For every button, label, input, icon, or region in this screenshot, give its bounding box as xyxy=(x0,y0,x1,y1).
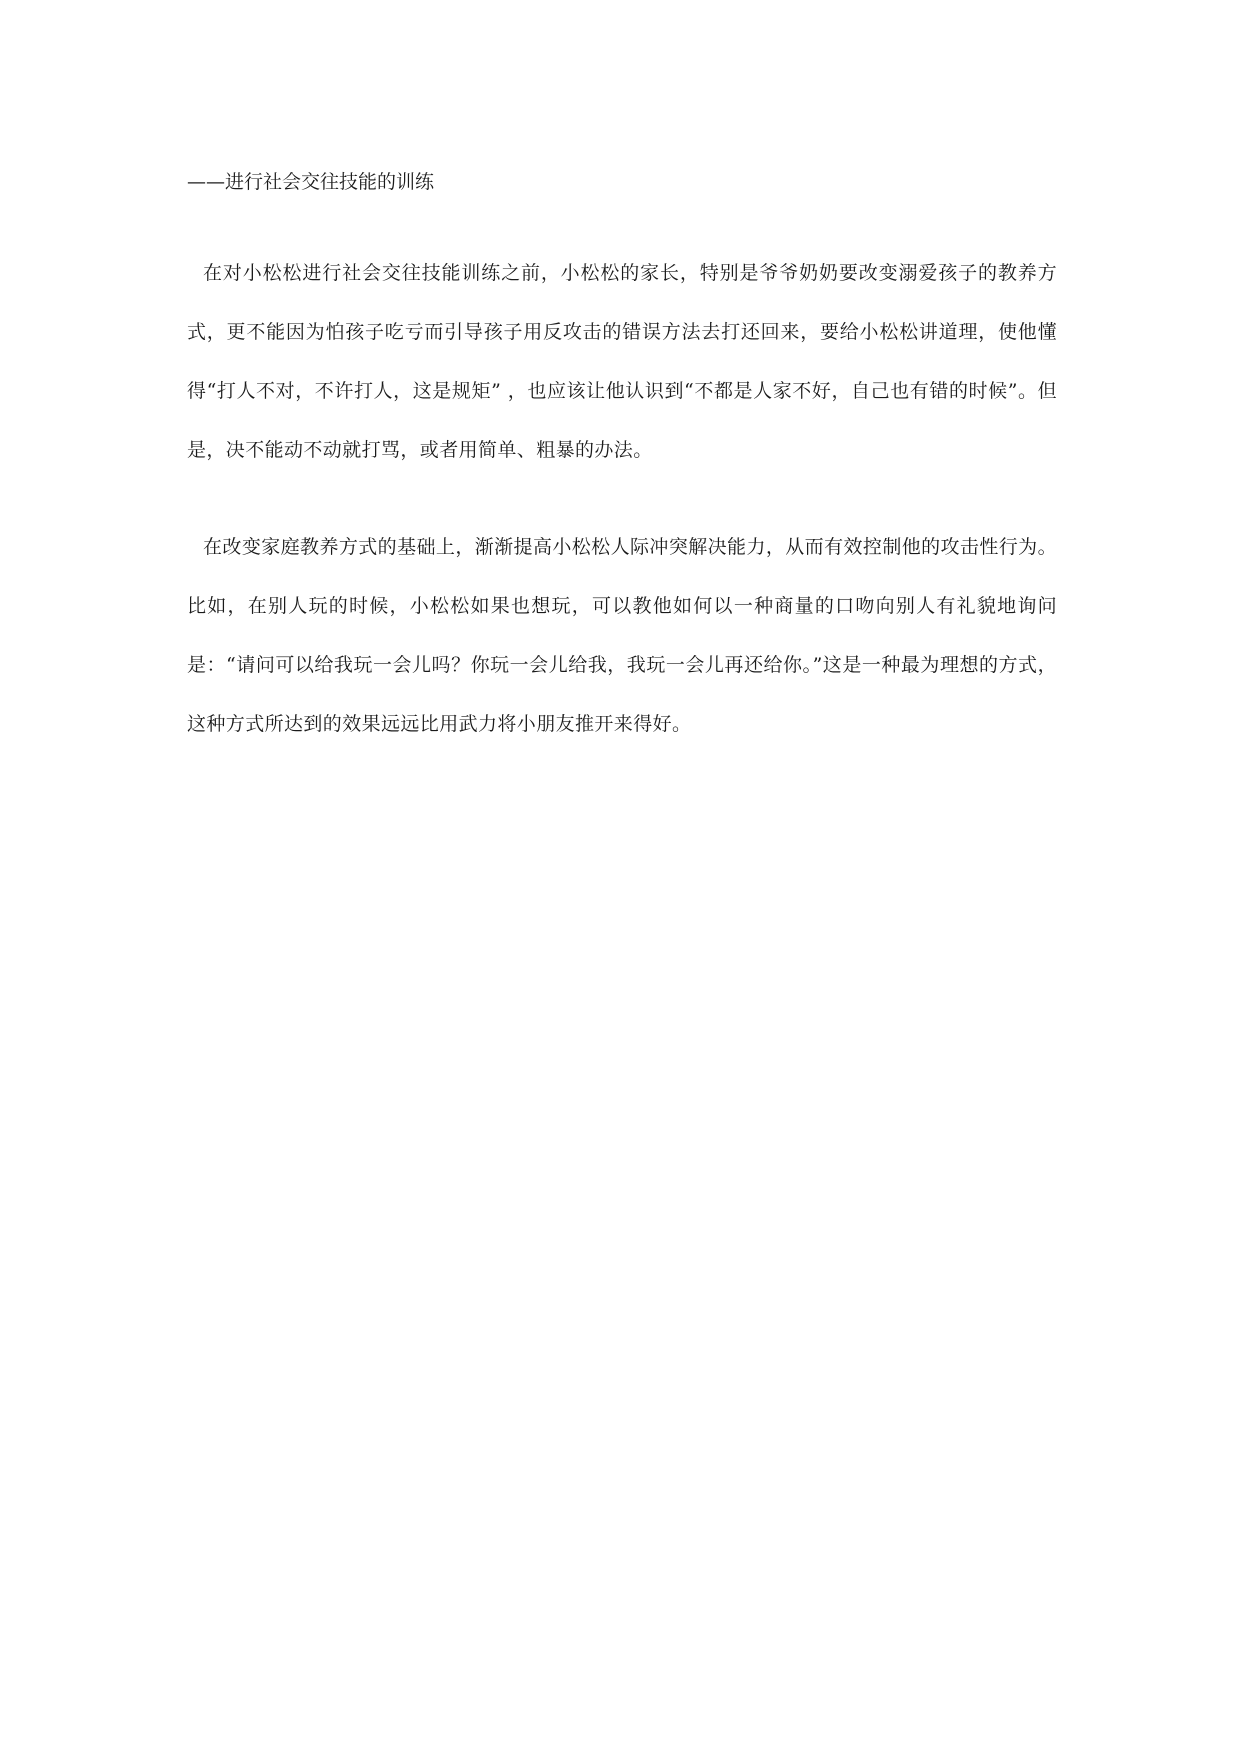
document-body xyxy=(187,162,1057,792)
paragraph-2: 在改变家庭教养方式的基础上，渐渐提高小松松人际冲突解决能力，从而有效控制他的攻击性行为。比如，在别人玩的时候，小松松如果也想玩，可以教他如何以一种商量的口吻向别人有礼貌地询问是：“请问可以给我玩一会儿吗？你玩一会儿给我，我玩一会儿再还给你。”这是一种最为理想的方式，这种方式所达到的效果远远比用武力将小朋友推开来得好。 xyxy=(187,536,1057,735)
paragraph-1: 在对小松松进行社会交往技能训练之前，小松松的家长，特别是爷爷奶奶要改变溺爱孩子的教养方式，更不能因为怕孩子吃亏而引导孩子用反攻击的错误方法去打还回来，要给小松松讲道理，使他懂得“打人不对，不许打人，这是规矩” ，也应该让他认识到“不都是人家不好，自己也有错的时候”。但是，决不能动不动就打骂，或者用简单、粗暴的办法。 xyxy=(187,262,1057,461)
section-heading: ——进行社会交往技能的训练 xyxy=(187,171,435,193)
